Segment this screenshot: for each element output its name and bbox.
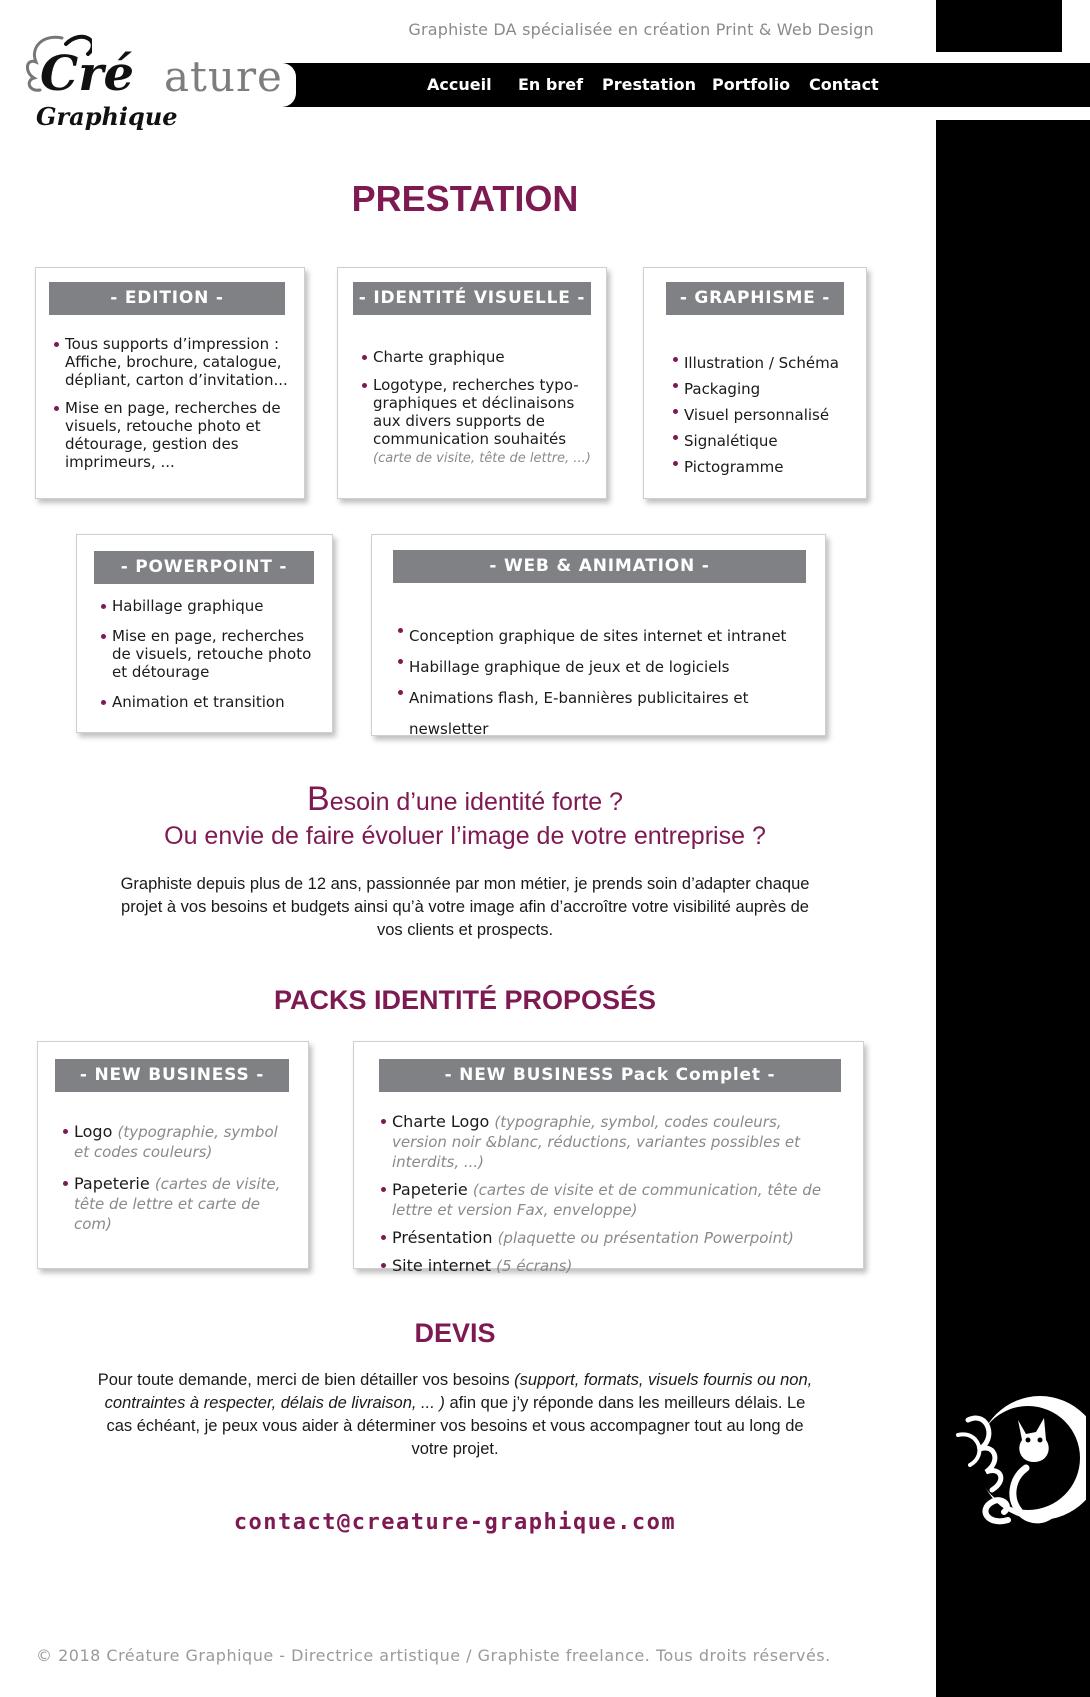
list-item-label: Logo	[74, 1122, 113, 1141]
cat-logo-icon	[948, 1380, 1086, 1550]
brand-line2: Graphique	[36, 102, 178, 131]
list-item-label: Site internet	[392, 1256, 492, 1275]
list-item	[380, 1256, 840, 1276]
card-powerpoint-heading: - POWERPOINT -	[94, 551, 314, 584]
devis-text-2: afin que j’y réponde dans les meilleurs délais. Le cas échéant, je peux vous aider à déterminer vos besoins et vous accompagner tout au long de votre projet.	[106, 1394, 806, 1458]
prestation-title: PRESTATION	[351, 178, 579, 219]
card-edition	[35, 267, 305, 499]
card-powerpoint	[76, 534, 333, 733]
card-edition-list	[53, 335, 293, 471]
devis-title: DEVIS	[414, 1318, 496, 1348]
card-identite-heading: - IDENTITÉ VISUELLE -	[353, 282, 591, 315]
list-item: Habillage graphique de jeux et de logiciels	[397, 652, 817, 683]
card-identite-list	[361, 348, 595, 468]
contact-email-link[interactable]: contact@creature-graphique.com	[233, 1510, 677, 1535]
list-item: Conception graphique de sites internet et intranet	[397, 621, 817, 652]
list-item	[62, 1174, 292, 1234]
list-item: Illustration / Schéma	[672, 350, 862, 376]
list-item-label: Présentation	[392, 1228, 493, 1247]
list-item: Mise en page, recherches de visuels, retouche photo et détourage	[100, 627, 322, 681]
list-item: Pictogramme	[672, 454, 862, 480]
list-item-note: (typographie, symbol, codes couleurs, version noir &blanc, réductions, variantes possibles et interdits, ...)	[392, 1113, 801, 1171]
list-item	[380, 1180, 840, 1220]
pitch-line2: Ou envie de faire évoluer l’image de votre entreprise ?	[164, 822, 766, 850]
card-powerpoint-list	[100, 597, 322, 711]
brand-logo[interactable]	[22, 28, 282, 138]
list-item-note: (typographie, symbol et codes couleurs)	[74, 1123, 278, 1161]
list-item-note: (cartes de visite, tête de lettre et carte de com)	[74, 1175, 281, 1233]
tagline: Graphiste DA spécialisée en création Print & Web Design	[408, 20, 874, 39]
brand-line1-dark: Cré	[40, 46, 135, 102]
card-new-business-list	[62, 1122, 292, 1234]
list-item: Animations flash, E-bannières publicitaires et newsletter	[397, 683, 817, 745]
list-item: Mise en page, recherches de visuels, retouche photo et détourage, gestion des imprimeurs, ...	[53, 399, 293, 471]
list-item-label: Charte Logo	[392, 1112, 490, 1131]
nav-contact[interactable]: Contact	[809, 75, 879, 94]
card-graphisme-heading: - GRAPHISME -	[666, 282, 844, 315]
list-item: Packaging	[672, 376, 862, 402]
list-item-note: (cartes de visite et de communication, tête de lettre et version Fax, enveloppe)	[392, 1181, 822, 1219]
card-web-list	[397, 621, 817, 745]
list-item-label: Papeterie	[392, 1180, 468, 1199]
pitch-line1-text: esoin d’une identité forte ?	[329, 788, 623, 816]
card-pack-complet-list	[380, 1112, 840, 1276]
list-item-text: Logotype, recherches typo-graphiques et déclinaisons aux divers supports de communication souhaités	[373, 376, 579, 448]
list-item	[361, 376, 595, 468]
right-top-bar	[936, 0, 1062, 52]
list-item	[62, 1122, 292, 1162]
card-new-business	[37, 1041, 309, 1269]
card-graphisme-list	[672, 350, 862, 480]
card-identite	[337, 267, 607, 499]
card-edition-heading: - EDITION -	[49, 282, 285, 315]
list-item-note: (carte de visite, tête de lettre, ...)	[373, 451, 591, 466]
card-web	[371, 534, 826, 736]
list-item-note: (plaquette ou présentation Powerpoint)	[497, 1229, 794, 1247]
devis-text-1: Pour toute demande, merci de bien détailler vos besoins	[97, 1371, 515, 1389]
list-item: Charte graphique	[361, 348, 595, 366]
list-item-note: (5 écrans)	[496, 1257, 573, 1275]
list-item	[380, 1112, 840, 1172]
nav-prestation[interactable]: Prestation	[602, 75, 696, 94]
devis-text-italic: (support, formats, visuels fournis ou non, contraintes à respecter, délais de livraison, ... )	[104, 1371, 813, 1412]
pitch-big-letter: B	[307, 780, 330, 818]
pitch-paragraph: Graphiste depuis plus de 12 ans, passionnée par mon métier, je prends soin d’adapter chaque projet à vos besoins et budgets ainsi qu’à votre image afin d’accroître votre visibilité auprès de vos clients et prospects.	[120, 875, 810, 939]
list-item: Habillage graphique	[100, 597, 322, 615]
list-item: Animation et transition	[100, 693, 322, 711]
pitch-line1	[0, 780, 930, 819]
card-new-business-heading: - NEW BUSINESS -	[55, 1059, 289, 1092]
nav-en-bref[interactable]: En bref	[518, 75, 584, 94]
card-web-heading: - WEB & ANIMATION -	[393, 550, 806, 583]
list-item: Signalétique	[672, 428, 862, 454]
brand-line1-grey: ature	[164, 52, 283, 101]
card-graphisme	[643, 267, 867, 499]
list-item: Tous supports d’impression : Affiche, brochure, catalogue, dépliant, carton d’invitation...	[53, 335, 293, 389]
list-item-label: Papeterie	[74, 1174, 150, 1193]
packs-title: PACKS IDENTITÉ PROPOSÉS	[273, 985, 657, 1015]
list-item: Visuel personnalisé	[672, 402, 862, 428]
card-pack-complet	[353, 1041, 864, 1275]
list-item	[380, 1228, 840, 1248]
nav-accueil[interactable]: Accueil	[427, 75, 492, 94]
card-pack-complet-heading: - NEW BUSINESS Pack Complet -	[379, 1059, 841, 1092]
nav-portfolio[interactable]: Portfolio	[712, 75, 791, 94]
devis-paragraph	[0, 1369, 910, 1461]
footer-copyright: © 2018 Créature Graphique - Directrice artistique / Graphiste freelance. Tous droits réservés.	[36, 1646, 831, 1665]
